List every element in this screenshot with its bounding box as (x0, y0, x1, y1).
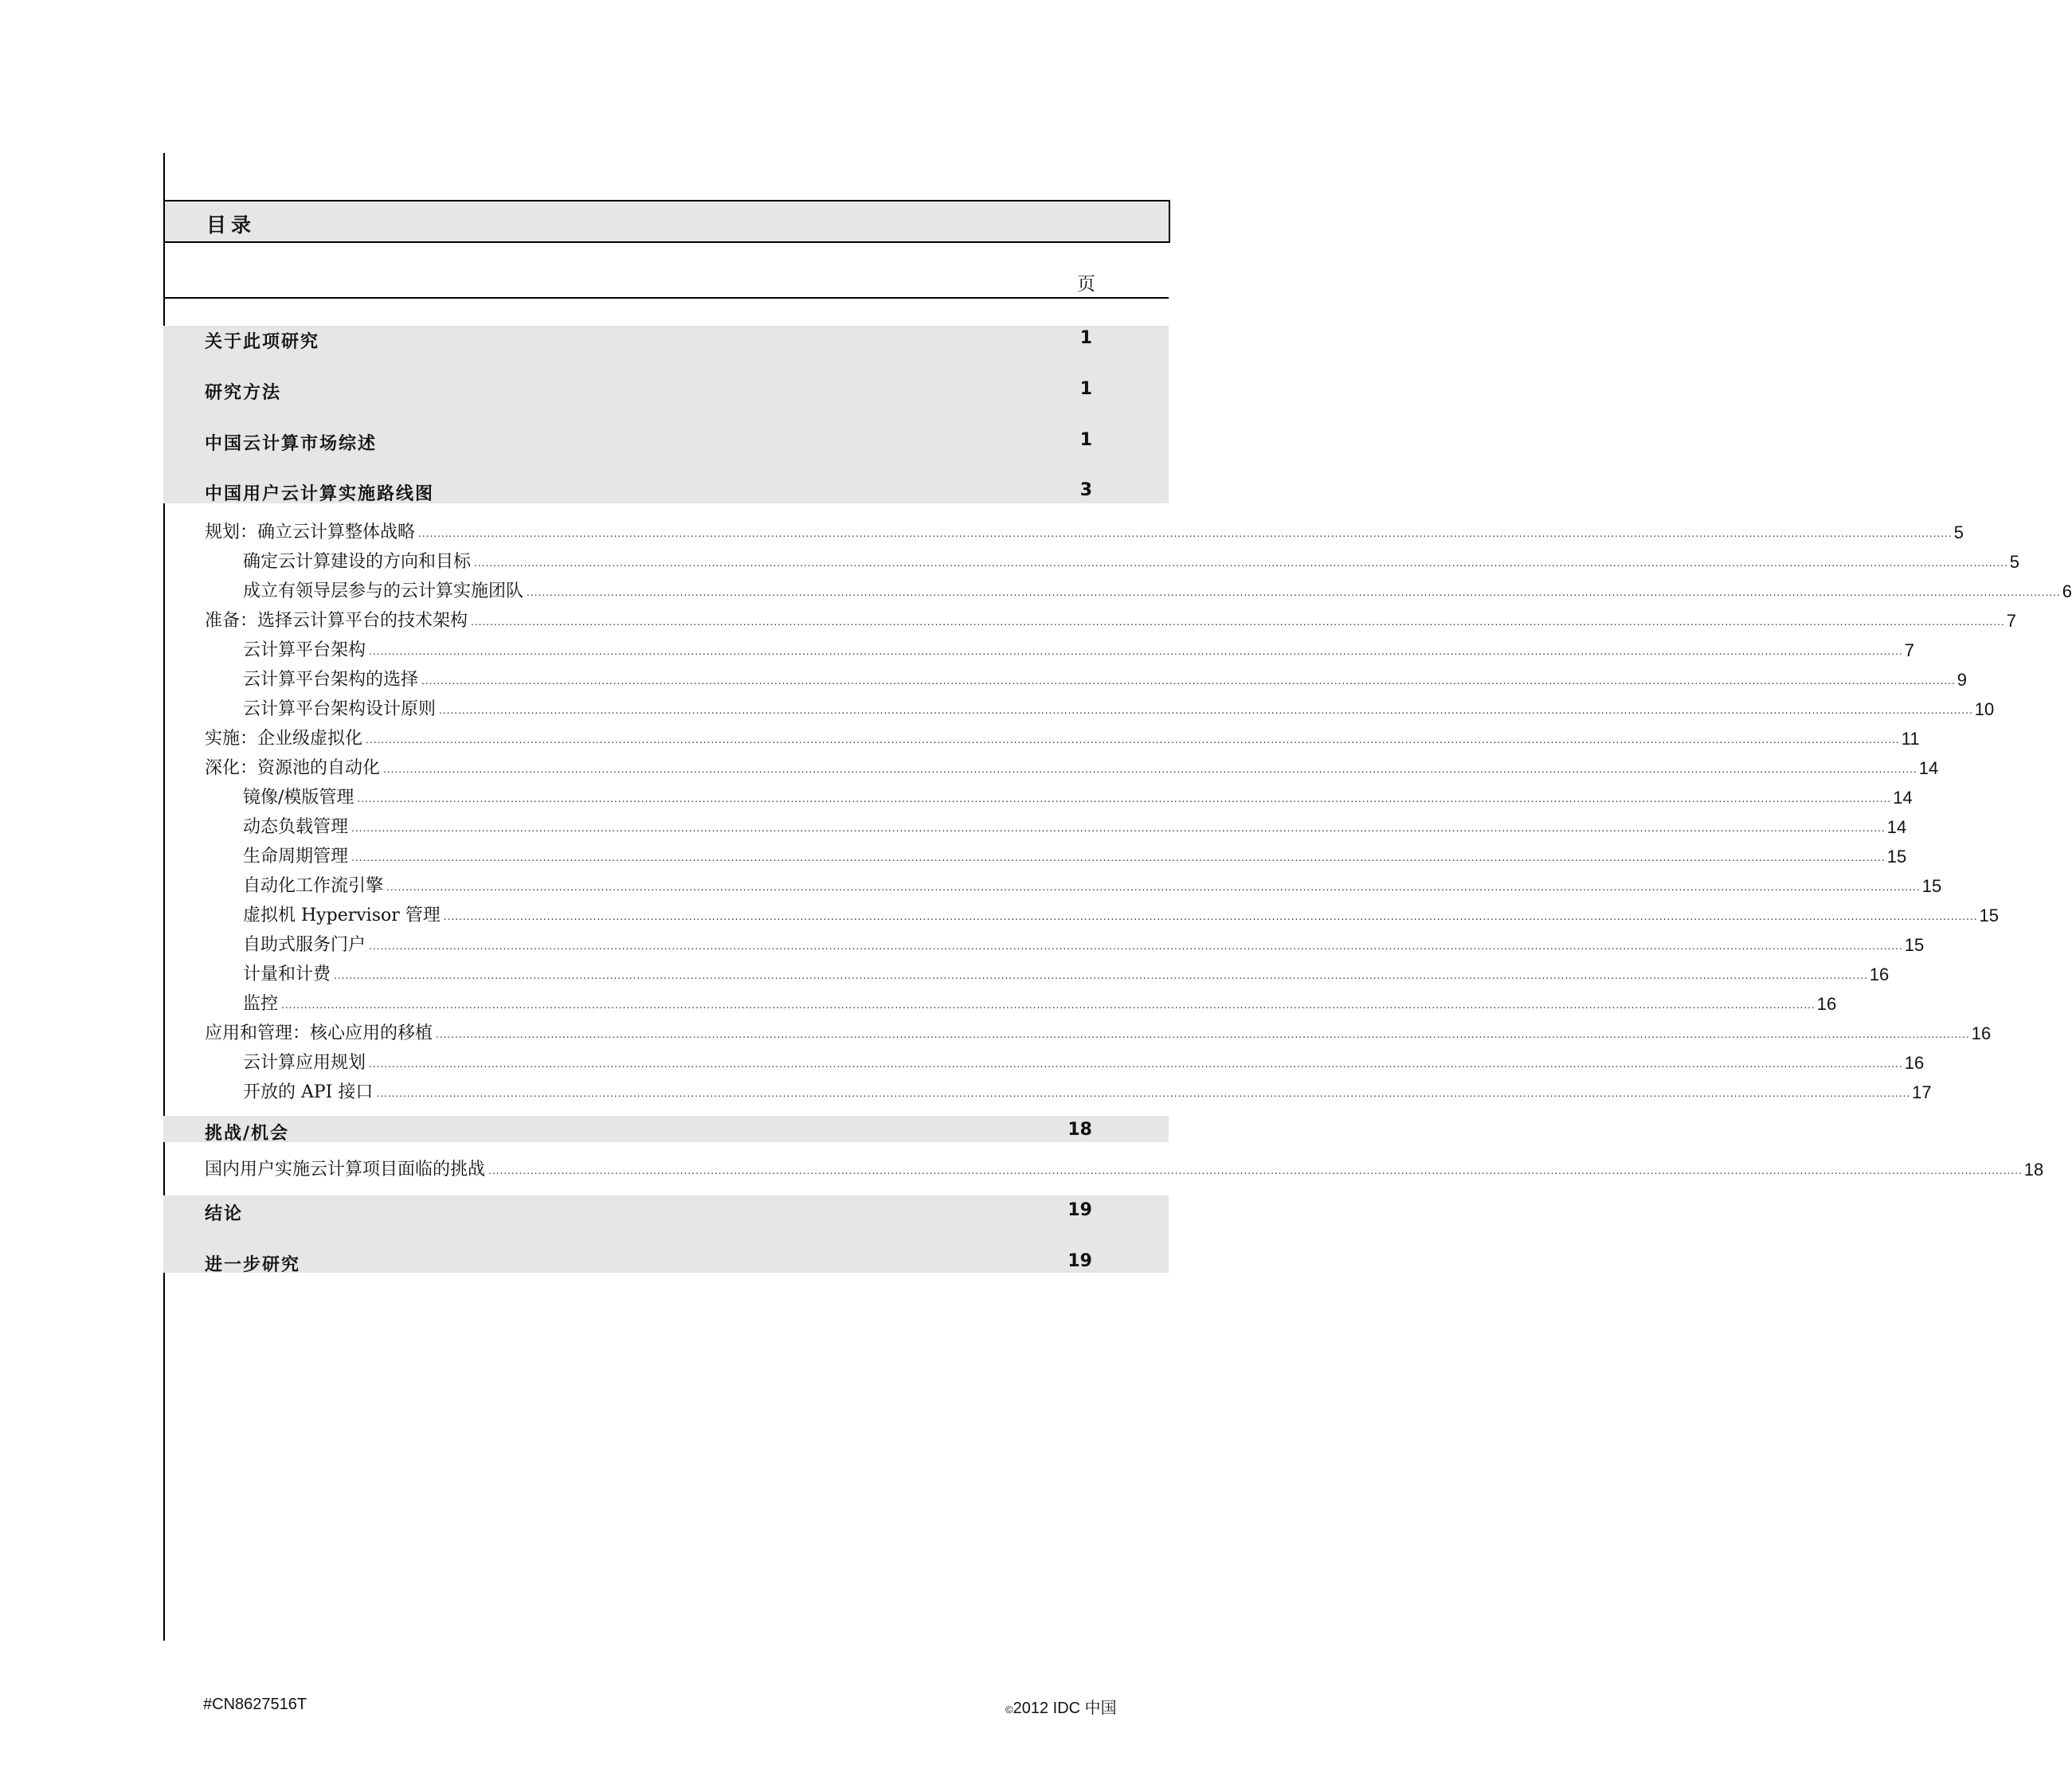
toc-entry[interactable] (205, 1017, 1992, 1044)
entry-page: 7 (2006, 611, 2017, 631)
copyright-notice (1005, 1695, 1117, 1718)
dot-leader: ................................................................................................................................................................................................................................................................................................................................................................................................................ (443, 911, 1978, 922)
toc-section-conclusion[interactable] (205, 1195, 1105, 1224)
dot-leader: ................................................................................................................................................................................................................................................................................................................................................................................................................ (488, 1165, 2023, 1176)
entry-page: 14 (1918, 758, 1939, 778)
document-id: #CN8627516T (203, 1696, 307, 1713)
entry-page: 16 (1904, 1053, 1925, 1073)
entry-page: 15 (1904, 935, 1925, 955)
entry-title: 云计算应用规划 (243, 1053, 366, 1073)
entry-page: 6 (2062, 581, 2072, 601)
dot-leader: ................................................................................................................................................................................................................................................................................................................................................................................................................ (418, 528, 1953, 539)
toc-entry[interactable] (243, 870, 1942, 897)
entry-title: 实施：企业级虚拟化 (205, 729, 363, 749)
dot-leader: ................................................................................................................................................................................................................................................................................................................................................................................................................ (474, 558, 2008, 569)
entry-title: 镜像/模版管理 (243, 788, 354, 808)
entry-page: 9 (1956, 670, 1968, 690)
dot-leader: ................................................................................................................................................................................................................................................................................................................................................................................................................ (351, 852, 1886, 863)
section-page: 18 (1067, 1120, 1092, 1140)
entry-title: 规划：确立云计算整体战略 (205, 522, 416, 542)
header-rule (163, 297, 1169, 299)
toc-section-about[interactable] (205, 323, 1105, 352)
entry-page: 5 (1953, 522, 1964, 542)
toc-entry[interactable] (243, 929, 1925, 956)
entry-title: 云计算平台架构的选择 (243, 670, 419, 690)
toc-entry[interactable] (243, 958, 1890, 985)
entry-page: 10 (1974, 699, 1995, 719)
section-title: 中国云计算市场综述 (205, 434, 378, 454)
entry-title: 自动化工作流引擎 (243, 876, 384, 896)
dot-leader: ................................................................................................................................................................................................................................................................................................................................................................................................................ (471, 616, 2005, 628)
toc-title: 目录 (206, 213, 257, 237)
section-page: 3 (1079, 480, 1092, 500)
entry-title: 监控 (243, 994, 279, 1014)
entry-page: 7 (1904, 640, 1915, 660)
copyright-symbol: © (1005, 1704, 1013, 1716)
dot-leader: ................................................................................................................................................................................................................................................................................................................................................................................................................ (439, 705, 1973, 716)
dot-leader: ................................................................................................................................................................................................................................................................................................................................................................................................................ (527, 587, 2061, 598)
dot-leader: ................................................................................................................................................................................................................................................................................................................................................................................................................ (386, 882, 1921, 893)
dot-leader: ................................................................................................................................................................................................................................................................................................................................................................................................................ (334, 970, 1868, 981)
section-page: 1 (1079, 379, 1092, 399)
entry-title: 成立有领导层参与的云计算实施团队 (243, 581, 524, 601)
entry-title: 深化：资源池的自动化 (205, 758, 381, 778)
toc-section-challenges[interactable] (205, 1115, 1105, 1144)
toc-entry[interactable] (205, 516, 1964, 543)
entry-page: 14 (1893, 788, 1913, 808)
toc-entry[interactable] (243, 1047, 1925, 1074)
entry-page: 5 (2009, 552, 2020, 572)
section-title: 研究方法 (205, 383, 282, 403)
entry-title: 开放的 API 接口 (243, 1082, 374, 1102)
entry-page: 16 (1971, 1023, 1992, 1043)
entry-title: 云计算平台架构 (243, 640, 366, 660)
toc-entry[interactable] (243, 634, 1915, 661)
entry-title: 准备：选择云计算平台的技术架构 (205, 611, 468, 631)
entry-page: 15 (1921, 876, 1942, 896)
dot-leader: ................................................................................................................................................................................................................................................................................................................................................................................................................ (366, 734, 1900, 745)
toc-entry[interactable] (243, 899, 2000, 926)
entry-title: 动态负载管理 (243, 817, 349, 837)
entry-title: 国内用户实施云计算项目面临的挑战 (205, 1160, 486, 1180)
dot-leader: ................................................................................................................................................................................................................................................................................................................................................................................................................ (421, 675, 1956, 687)
dot-leader: ................................................................................................................................................................................................................................................................................................................................................................................................................ (281, 1000, 1815, 1011)
dot-leader: ................................................................................................................................................................................................................................................................................................................................................................................................................ (357, 793, 1892, 804)
dot-leader: ................................................................................................................................................................................................................................................................................................................................................................................................................ (369, 941, 1903, 952)
section-title: 进一步研究 (205, 1255, 301, 1275)
toc-section-roadmap[interactable] (205, 475, 1105, 504)
toc-entry[interactable] (243, 693, 1995, 720)
dot-leader: ................................................................................................................................................................................................................................................................................................................................................................................................................ (369, 646, 1903, 657)
entry-page: 16 (1869, 964, 1890, 984)
section-page: 19 (1067, 1251, 1092, 1271)
entry-title: 云计算平台架构设计原则 (243, 699, 437, 719)
entry-title: 虚拟机 Hypervisor 管理 (243, 906, 441, 925)
toc-section-market[interactable] (205, 425, 1105, 454)
section-title: 中国用户云计算实施路线图 (205, 484, 435, 504)
entry-title: 确定云计算建设的方向和目标 (243, 552, 472, 572)
copyright-text: 2012 IDC 中国 (1012, 1700, 1117, 1717)
section-page: 1 (1079, 328, 1092, 348)
toc-entry[interactable] (243, 663, 1968, 691)
toc-entry[interactable] (243, 988, 1837, 1015)
entry-page: 16 (1816, 994, 1837, 1014)
entry-page: 14 (1886, 817, 1907, 837)
dot-leader: ................................................................................................................................................................................................................................................................................................................................................................................................................ (383, 764, 1917, 775)
entry-page: 18 (2023, 1160, 2044, 1180)
toc-entry[interactable] (243, 546, 2020, 573)
section-page: 19 (1067, 1200, 1092, 1220)
toc-entry[interactable] (205, 1153, 2044, 1180)
toc-entry[interactable] (243, 1076, 1932, 1103)
entry-title: 计量和计费 (243, 964, 331, 984)
entry-page: 15 (1979, 906, 2000, 925)
toc-section-method[interactable] (205, 374, 1105, 403)
toc-entry[interactable] (243, 811, 1907, 838)
entry-title: 自助式服务门户 (243, 935, 366, 955)
entry-title: 应用和管理：核心应用的移植 (205, 1023, 433, 1043)
toc-entry[interactable] (205, 604, 2017, 632)
entry-title: 生命周期管理 (243, 847, 349, 867)
section-title: 关于此项研究 (205, 332, 320, 352)
entry-page: 17 (1912, 1082, 1932, 1102)
dot-leader: ................................................................................................................................................................................................................................................................................................................................................................................................................ (436, 1029, 1970, 1040)
toc-entry[interactable] (205, 752, 1939, 779)
toc-header-box (163, 200, 1170, 243)
toc-section-further[interactable] (205, 1246, 1105, 1275)
dot-leader: ................................................................................................................................................................................................................................................................................................................................................................................................................ (376, 1088, 1911, 1099)
toc-entry[interactable] (243, 781, 1913, 808)
page-column-label: 页 (1077, 274, 1095, 295)
section-title: 挑战/机会 (205, 1124, 290, 1144)
entry-page: 15 (1886, 847, 1907, 867)
section-title: 结论 (205, 1204, 244, 1224)
dot-leader: ................................................................................................................................................................................................................................................................................................................................................................................................................ (369, 1058, 1903, 1070)
dot-leader: ................................................................................................................................................................................................................................................................................................................................................................................................................ (351, 823, 1886, 834)
entry-page: 11 (1901, 729, 1920, 749)
toc-entry[interactable] (243, 840, 1907, 867)
section-page: 1 (1079, 430, 1092, 450)
toc-entry[interactable] (205, 722, 1920, 749)
toc-entry[interactable] (243, 575, 2072, 602)
